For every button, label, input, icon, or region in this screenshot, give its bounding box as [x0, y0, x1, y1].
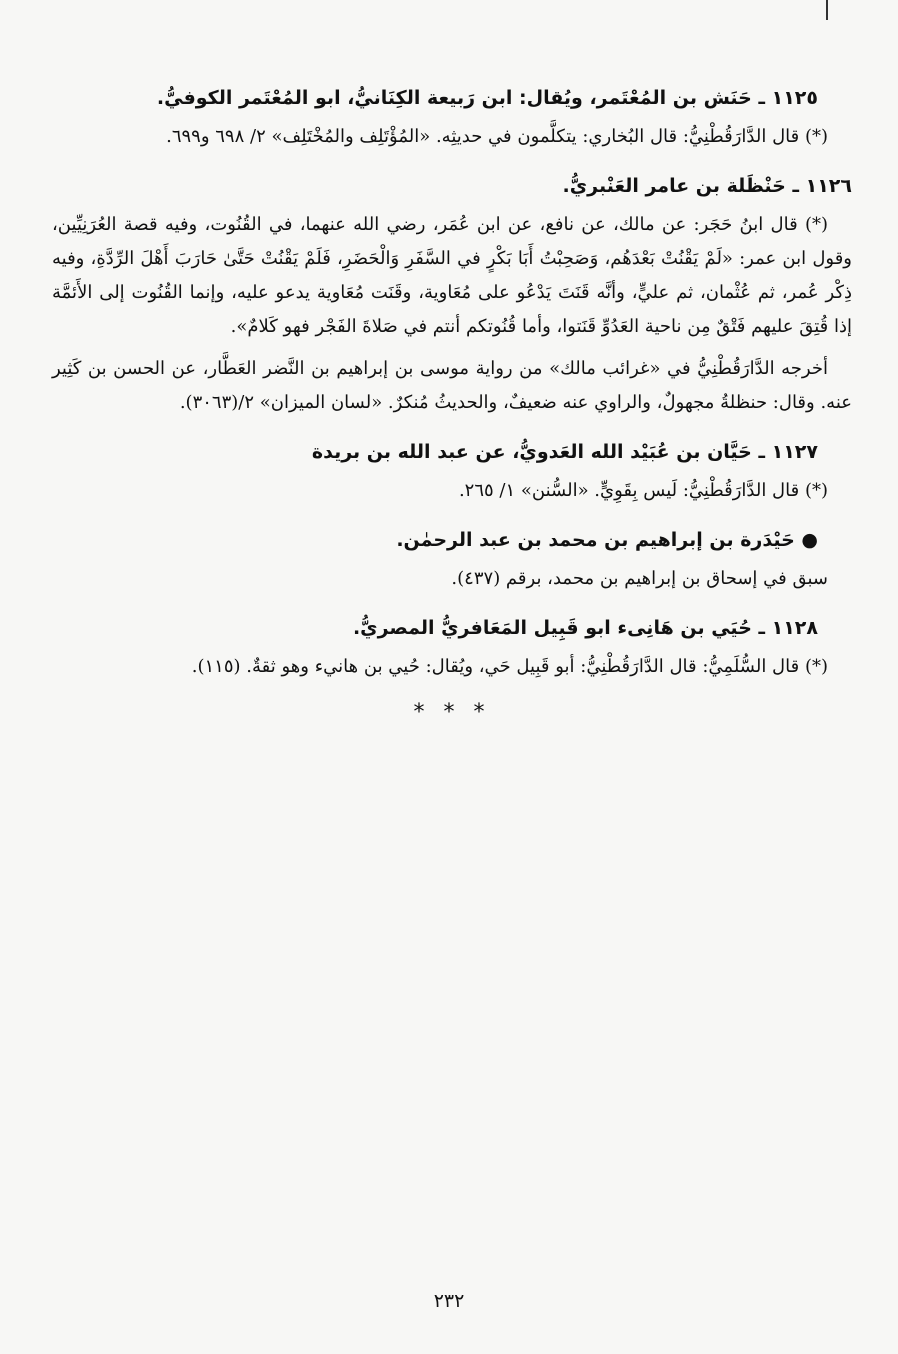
entry-paragraph: سبق في إسحاق بن إبراهيم بن محمد، برقم (٤٣٧). — [451, 568, 828, 589]
entry-1128 — [52, 612, 852, 684]
entry-heading: ● حَيْدَرة بن إبراهيم بن محمد بن عبد الرحمٰن. — [396, 529, 818, 551]
entry-1127 — [52, 436, 852, 508]
page-number: ٢٣٢ — [433, 1290, 465, 1312]
entry-paragraph: (*) قال الدَّارَقُطْنِيُّ: قال البُخاري: يتكلَّمون في حديثِه. «المُؤْتَلِف والمُخْتَلِف» ٢/ ٦٩٨ و٦٩٩. — [166, 126, 828, 147]
entry-heading: ١١٢٥ ـ حَنَش بن المُعْتَمر، ويُقال: ابن رَبيعة الكِنَانيُّ، ابو المُعْتَمر الكوفيُّ. — [156, 87, 818, 109]
page-edge-mark — [826, 0, 828, 20]
section-separator: * * * — [413, 700, 491, 725]
entry-cross-reference — [52, 524, 852, 596]
entry-heading: ١١٢٨ ـ حُيَي بن هَانِىء ابو قَبِيل المَعَافريُّ المصريُّ. — [352, 617, 818, 639]
entry-heading: ١١٢٧ ـ حَيَّان بن عُبَيْد الله العَدويُّ، عن عبد الله بن بريدة — [311, 441, 818, 463]
entry-paragraph: (*) قال الدَّارَقُطْنِيُّ: لَيس بِقَوِيٍّ. «السُّنن» ١/ ٢٦٥. — [458, 480, 828, 501]
entry-heading: ١١٢٦ ـ حَنْظَلة بن عامر العَنْبريُّ. — [562, 175, 852, 197]
entry-paragraph: (*) قال السُّلَمِيُّ: قال الدَّارَقُطْنِيُّ: أبو قَبِيل حَي، ويُقال: حُيي بن هانيء وهو ثقةٌ. (١١٥). — [191, 656, 828, 677]
entry-paragraph: (*) قال ابنُ حَجَر: عن مالك، عن نافع، عن ابن عُمَر، رضي الله عنهما، في القُنُوت، وفيه قصة العُرَنِيِّين، وقول ابن عمر: «لَمْ يَقْنُتْ بَعْدَهُم، وَصَحِبْتُ أَبَا بَكْرٍ في السَّفَرِ وَالْحَضَرِ، فَلَمْ يَقْنُتْ حَتَّىٰ حَارَبَ أَهْلَ الرِّدَّةِ، وفيه ذِكْر عُمر، ثم عُثْمان، ثم عليٍّ، وأنَّه قَنَتَ يَدْعُو على مُعَاوية، وقَنَت مُعَاوية يدعو عليه، وإنما القُنُوت إلى الأَئمَّة إذا قُتِقَ عليهم فَتْقٌ مِن ناحية العَدُوِّ قَنَتوا، وأما قُنُوتكم أنتم في صَلاةَ الفَجْر فهو كَلامٌ». — [52, 214, 852, 337]
entry-paragraph: أخرجه الدَّارَقُطْنِيُّ في «غرائب مالك» من رواية موسى بن إبراهيم بن النَّضر العَطَّار، عن الحسن بن كَثِير عنه. وقال: حنظلةُ مجهولٌ، والراوي عنه ضعيفٌ، والحديثُ مُنكرٌ. «لسان الميزان» ٢/(٣٠٦٣). — [52, 358, 852, 413]
entry-1126 — [52, 170, 852, 420]
entry-1125 — [52, 82, 852, 154]
